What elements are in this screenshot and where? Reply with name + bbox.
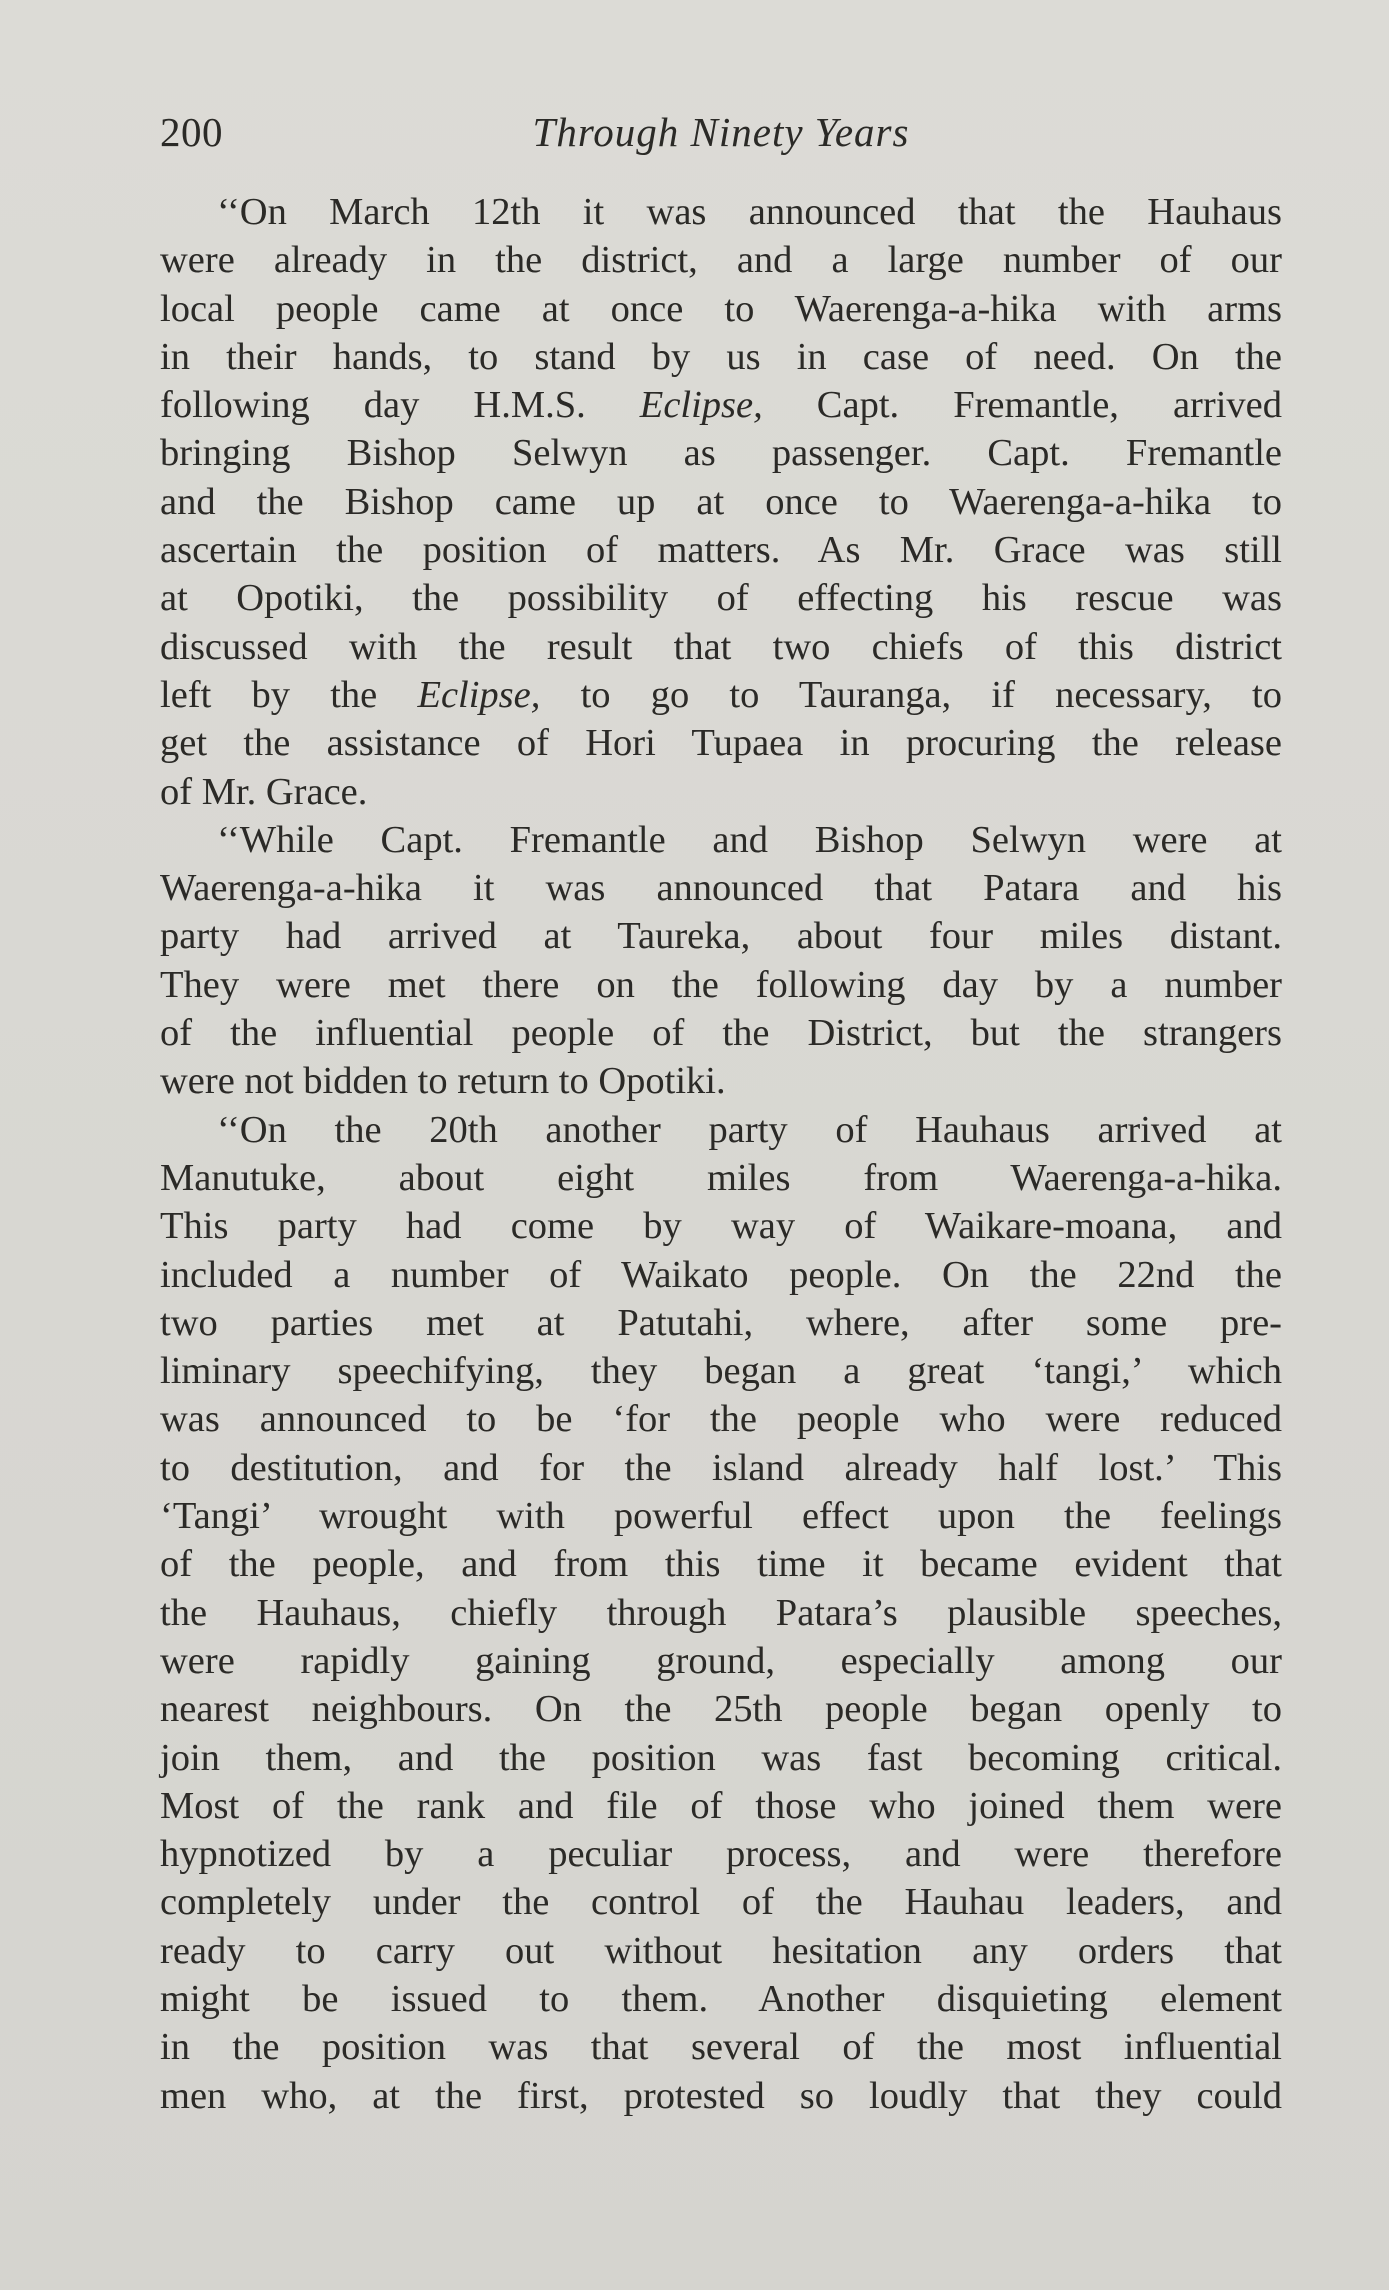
text-line: hypnotized by a peculiar process, and were therefore	[160, 1833, 1282, 1876]
text-line: of the people, and from this time it became evident that	[160, 1543, 1282, 1586]
text-line: might be issued to them. Another disquieting element	[160, 1977, 1282, 2020]
text-line: two parties met at Patutahi, where, after some pre-	[160, 1301, 1282, 1344]
text-line: This party had come by way of Waikare-moana, and	[160, 1205, 1282, 1248]
text-line: of Mr. Grace.	[160, 770, 368, 813]
text-line: discussed with the result that two chiefs of this district	[160, 625, 1282, 668]
text-line: were not bidden to return to Opotiki.	[160, 1060, 726, 1103]
text-line: ascertain the position of matters. As Mr. Grace was still	[160, 529, 1282, 572]
paragraph-2	[160, 816, 1282, 1106]
text-line: join them, and the position was fast becoming critical.	[160, 1736, 1282, 1779]
text-line: Waerenga-a-hika it was announced that Patara and his	[160, 867, 1282, 910]
text-line: Most of the rank and file of those who joined them were	[160, 1784, 1282, 1827]
text-line: liminary speechifying, they began a great ‘tangi,’ which	[160, 1350, 1282, 1393]
text-line: in the position was that several of the most influential	[160, 2026, 1282, 2069]
text-line: party had arrived at Taureka, about four miles distant.	[160, 915, 1282, 958]
text-line: local people came at once to Waerenga-a-hika with arms	[160, 287, 1282, 330]
text-line: ‘‘While Capt. Fremantle and Bishop Selwyn were at	[217, 818, 1282, 861]
text-line: ‘‘On the 20th another party of Hauhaus arrived at	[217, 1108, 1282, 1151]
text-line: included a number of Waikato people. On the 22nd the	[160, 1253, 1282, 1296]
text-line: get the assistance of Hori Tupaea in procuring the release	[160, 722, 1282, 765]
text-line: and the Bishop came up at once to Waerenga-a-hika to	[160, 480, 1282, 523]
text-line: completely under the control of the Hauhau leaders, and	[160, 1881, 1282, 1924]
page-number: 200	[160, 109, 223, 155]
text-line: ready to carry out without hesitation any orders that	[160, 1929, 1282, 1972]
body-text	[160, 188, 1282, 2120]
text-line: in their hands, to stand by us in case of need. On the	[160, 335, 1282, 378]
text-line: following day H.M.S. Eclipse, Capt. Fremantle, arrived	[160, 384, 1282, 427]
page-header	[160, 108, 1282, 158]
text-line: were rapidly gaining ground, especially among our	[160, 1639, 1282, 1682]
running-title: Through Ninety Years	[532, 109, 910, 155]
text-line: left by the Eclipse, to go to Tauranga, if necessary, to	[160, 673, 1282, 716]
text-line: was announced to be ‘for the people who were reduced	[160, 1398, 1282, 1441]
ship-name: Eclipse,	[417, 673, 541, 716]
text-line: They were met there on the following day by a number	[160, 963, 1282, 1006]
text-line: were already in the district, and a large number of our	[160, 239, 1282, 282]
text-line: Manutuke, about eight miles from Waerenga-a-hika.	[160, 1156, 1282, 1199]
text-line: the Hauhaus, chiefly through Patara’s plausible speeches,	[160, 1591, 1282, 1634]
text-line: to destitution, and for the island already half lost.’ This	[160, 1446, 1282, 1489]
text-line: at Opotiki, the possibility of effecting his rescue was	[160, 577, 1282, 620]
text-line: nearest neighbours. On the 25th people began openly to	[160, 1688, 1282, 1731]
paragraph-1	[160, 188, 1282, 816]
text-line: men who, at the first, protested so loudly that they could	[160, 2074, 1282, 2117]
text-line: ‘‘On March 12th it was announced that the Hauhaus	[217, 191, 1282, 233]
text-line: ‘Tangi’ wrought with powerful effect upon the feelings	[160, 1495, 1282, 1538]
paragraph-3	[160, 1106, 1282, 2120]
text-line: bringing Bishop Selwyn as passenger. Capt. Fremantle	[160, 432, 1282, 475]
text-line: of the influential people of the District, but the strangers	[160, 1012, 1282, 1055]
ship-name: Eclipse,	[639, 384, 763, 427]
